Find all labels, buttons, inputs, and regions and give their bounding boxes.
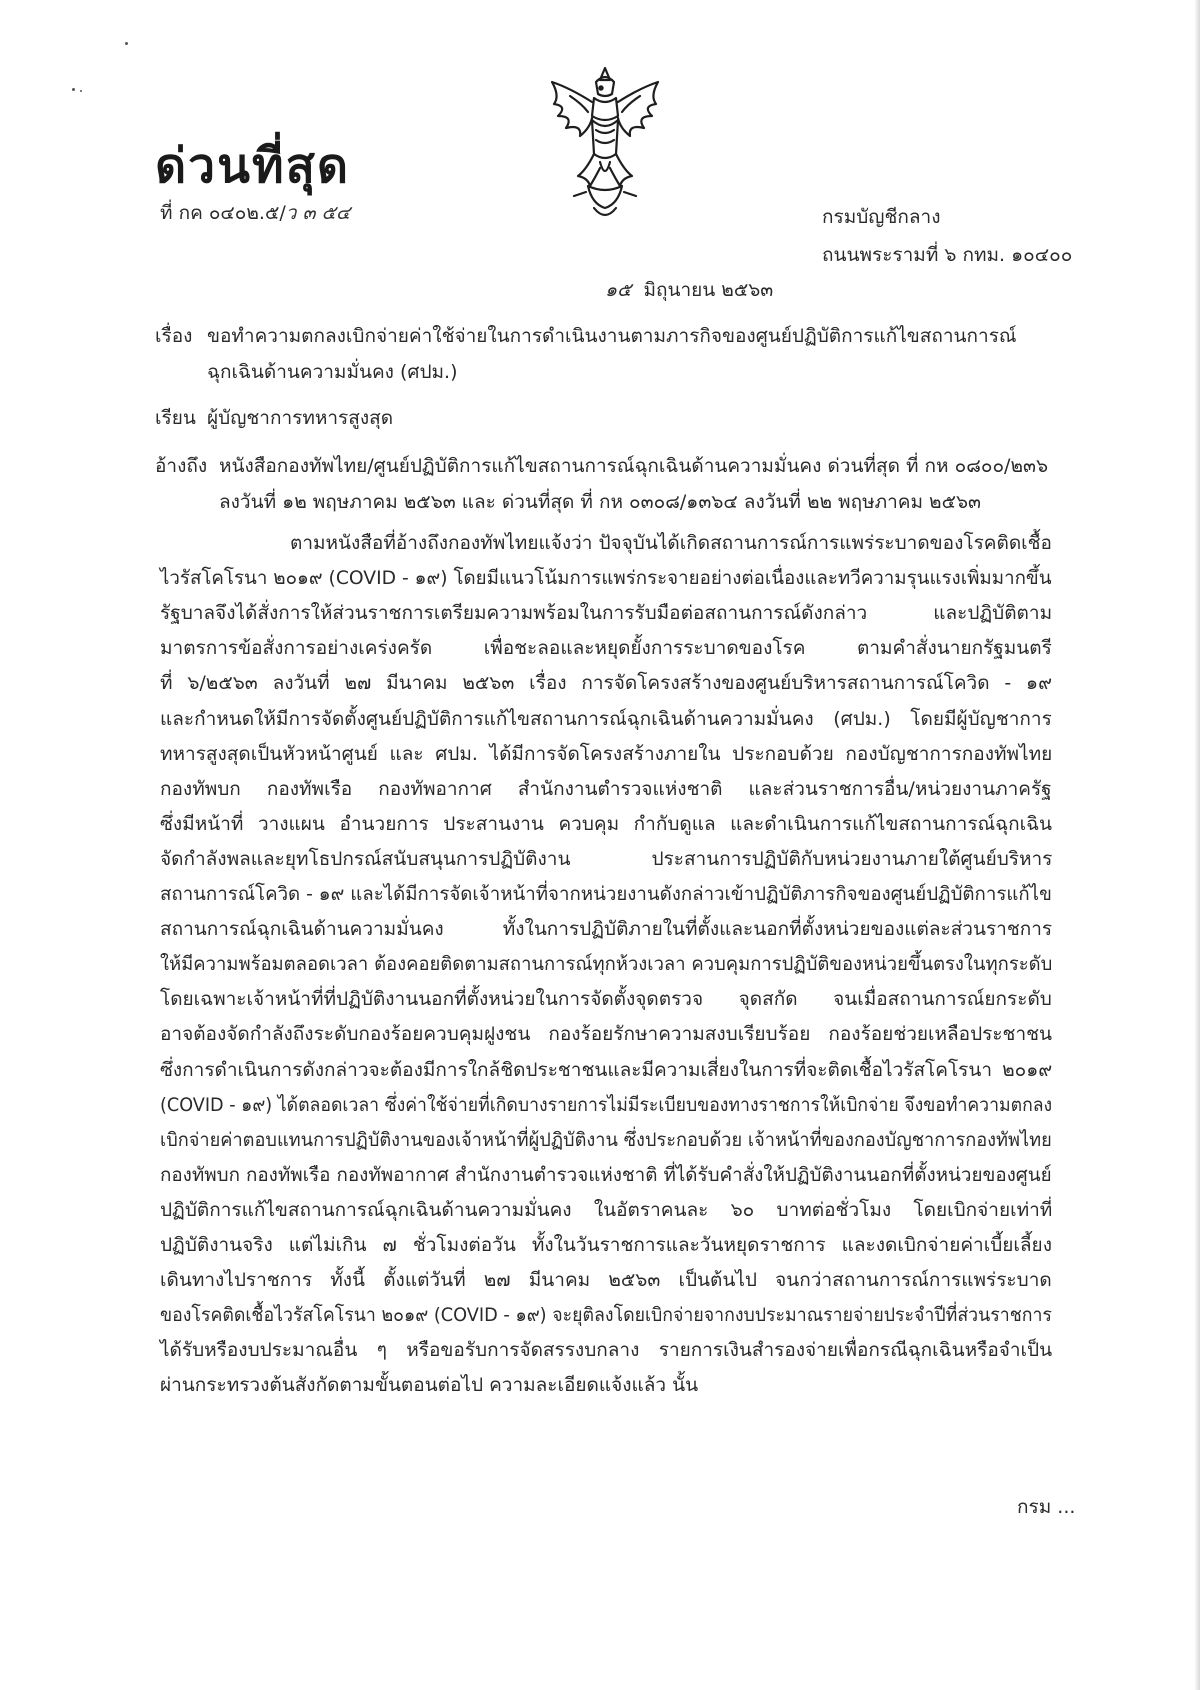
body-line: ให้มีความพร้อมตลอดเวลา ต้องคอยติดตามสถานการณ์ทุกห้วงเวลา ควบคุมการปฏิบัติของหน่วยขึ้นตรงในทุกระดับ [160,953,1053,976]
scan-speck [80,90,82,92]
body-line: อาจต้องจัดกำลังถึงระดับกองร้อยควบคุมฝูงชน กองร้อยรักษาความสงบเรียบร้อย กองร้อยช่วยเหลือประชาชน [160,1023,1053,1046]
document-number-label: ที่ กค ๐๔๐๒.๕/ [160,202,286,224]
body-line: ตามหนังสือที่อ้างถึงกองทัพไทยแจ้งว่า ปัจจุบันได้เกิดสถานการณ์การแพร่ระบาดของโรคติดเชื้อ [290,532,1052,554]
subject-line-1 [155,318,1017,354]
body-line: ที่ ๖/๒๕๖๓ ลงวันที่ ๒๗ มีนาคม ๒๕๖๓ เรื่อง การจัดโครงสร้างของศูนย์บริหารสถานการณ์โควิด - ๑๙ [160,672,1053,695]
body-line: ซึ่งการดำเนินการดังกล่าวจะต้องมีการใกล้ชิดประชาชนและมีความเสี่ยงในการที่จะติดเชื้อไวรัสโคโรนา ๒๐๑๙ [160,1058,1053,1081]
body-line: ปฏิบัติการแก้ไขสถานการณ์ฉุกเฉินด้านความมั่นคง ในอัตราคนละ ๖๐ บาทต่อชั่วโมง โดยเบิกจ่ายเท่าที่ [160,1198,1053,1221]
body-line: กองทัพบก กองทัพเรือ กองทัพอากาศ สำนักงานตำรวจแห่งชาติ ที่ได้รับคำสั่งให้ปฏิบัติงานนอกที่ตั้งหน่วยของศูนย์ [160,1163,1052,1186]
sender-street: ถนนพระรามที่ ๖ กทม. ๑๐๔๐๐ [822,244,1073,266]
body-line: ซึ่งมีหน้าที่ วางแผน อำนวยการ ประสานงาน ควบคุม กำกับดูแล และดำเนินการแก้ไขสถานการณ์ฉุกเฉิน [160,812,1053,835]
body-line: กองทัพบก กองทัพเรือ กองทัพอากาศ สำนักงานตำรวจแห่งชาติ และส่วนราชการอื่น/หน่วยงานภาครัฐ [160,777,1052,800]
date-day-handwritten: ๑๕ [605,279,632,301]
body-line: รัฐบาลจึงได้สั่งการให้ส่วนราชการเตรียมความพร้อมในการรับมือต่อสถานการณ์ดังกล่าว และปฏิบัติตาม [160,602,1053,625]
body-line: เดินทางไปราชการ ทั้งนี้ ตั้งแต่วันที่ ๒๗ มีนาคม ๒๕๖๓ เป็นต้นไป จนกว่าสถานการณ์การแพร่ระบาด [160,1269,1052,1292]
recipient-text: ผู้บัญชาการทหารสูงสุด [207,407,394,429]
body-line: เบิกจ่ายค่าตอบแทนการปฏิบัติงานของเจ้าหน้าที่ผู้ปฏิบัติงาน ซึ่งประกอบด้วย เจ้าหน้าที่ของกองบัญชาการกองทัพไทย [160,1128,1052,1151]
reference-text-1: หนังสือกองทัพไทย/ศูนย์ปฏิบัติการแก้ไขสถานการณ์ฉุกเฉินด้านความมั่นคง ด่วนที่สุด ที่ กห ๐๘๐๐/๒๓๖ [219,455,1049,477]
next-page-indicator: กรม ... [1017,1496,1076,1518]
garuda-emblem-icon [530,58,680,233]
subject-label: เรื่อง [155,325,193,347]
sender-name: กรมบัญชีกลาง [822,206,941,228]
body-line: และกำหนดให้มีการจัดตั้งศูนย์ปฏิบัติการแก้ไขสถานการณ์ฉุกเฉินด้านความมั่นคง (ศปม.) โดยมีผู้บัญชาการ [160,707,1052,730]
body-line: มาตรการข้อสั่งการอย่างเคร่งครัด เพื่อชะลอและหยุดยั้งการระบาดของโรค ตามคำสั่งนายกรัฐมนตรี [160,637,1052,660]
reference-text-2: ลงวันที่ ๑๒ พฤษภาคม ๒๕๖๓ และ ด่วนที่สุด ที่ กห ๐๓๐๘/๑๓๖๔ ลงวันที่ ๒๒ พฤษภาคม ๒๕๖๓ [219,491,982,513]
body-line: จัดกำลังพลและยุทโธปกรณ์สนับสนุนการปฏิบัติงาน ประสานการปฏิบัติกับหน่วยงานภายใต้ศูนย์บริหาร [160,847,1053,870]
body-line: ทหารสูงสุดเป็นหัวหน้าศูนย์ และ ศปม. ได้มีการจัดโครงสร้างภายใน ประกอบด้วย กองบัญชาการกองทัพไทย [160,742,1053,765]
body-line: (COVID - ๑๙) ได้ตลอดเวลา ซึ่งค่าใช้จ่ายที่เกิดบางรายการไม่มีระเบียบของทางราชการให้เบิกจ่าย จึงขอทำความตกลง [160,1093,1053,1116]
reference-line-1 [155,448,1048,484]
urgency-stamp: ด่วนที่สุด [155,138,351,194]
date-month-year: มิถุนายน ๒๕๖๓ [643,279,774,301]
body-line: สถานการณ์ฉุกเฉินด้านความมั่นคง ทั้งในการปฏิบัติภายในที่ตั้งและนอกที่ตั้งหน่วยของแต่ละส่วนราชการ [160,918,1053,941]
body-line: สถานการณ์โควิด - ๑๙ และได้มีการจัดเจ้าหน้าที่จากหน่วยงานดังกล่าวเข้าปฏิบัติภารกิจของศูนย์ปฏิบัติการแก้ไข [160,883,1052,905]
reference-label: อ้างถึง [155,455,208,477]
recipient-line [155,400,393,436]
document-number-handwritten: ว ๓ ๕๔ [285,202,351,224]
body-line: ผ่านกระทรวงต้นสังกัดตามขั้นตอนต่อไป ความละเอียดแจ้งแล้ว นั้น [160,1374,699,1397]
body-line: ของโรคติดเชื้อไวรัสโคโรนา ๒๐๑๙ (COVID - ๑๙) จะยุติลงโดยเบิกจ่ายจากงบประมาณรายจ่ายประจำปีที่ส่วนราชการ [160,1304,1052,1327]
body-line: ได้รับหรืองบประมาณอื่น ๆ หรือขอรับการจัดสรรงบกลาง รายการเงินสำรองจ่ายเพื่อกรณีฉุกเฉินหรือจำเป็น [160,1339,1053,1362]
body-line: ไวรัสโคโรนา ๒๐๑๙ (COVID - ๑๙) โดยมีแนวโน้มการแพร่กระจายอย่างต่อเนื่องและทวีความรุนแรงเพิ่มมากขึ้น [160,567,1052,590]
sender-address [822,198,1072,274]
subject-text-1: ขอทำความตกลงเบิกจ่ายค่าใช้จ่ายในการดำเนินงานตามภารกิจของศูนย์ปฏิบัติการแก้ไขสถานการณ์ [207,325,1017,347]
scan-edge [1194,0,1200,1690]
scan-speck [72,88,75,91]
body-line: โดยเฉพาะเจ้าหน้าที่ที่ปฏิบัติงานนอกที่ตั้งหน่วยในการจัดตั้งจุดตรวจ จุดสกัด จนเมื่อสถานการณ์ยกระดับ [160,988,1052,1011]
subject-text-2: ฉุกเฉินด้านความมั่นคง (ศปม.) [207,361,458,383]
body-line: ปฏิบัติงานจริง แต่ไม่เกิน ๗ ชั่วโมงต่อวัน ทั้งในวันราชการและวันหยุดราชการ และงดเบิกจ่ายค่าเบี้ยเลี้ยง [160,1234,1052,1256]
recipient-label: เรียน [155,407,196,429]
document-number [160,198,350,228]
document-date [605,275,773,305]
scan-speck [125,42,128,45]
